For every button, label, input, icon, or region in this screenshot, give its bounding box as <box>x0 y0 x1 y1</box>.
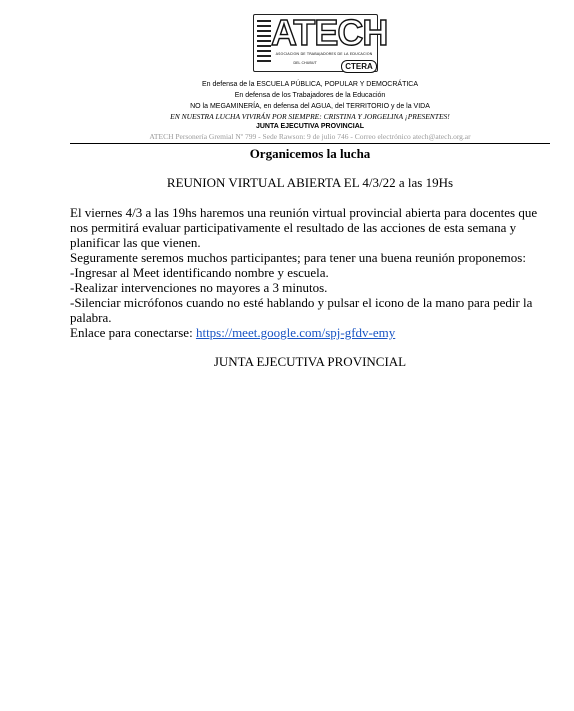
list-item: -Ingresar al Meet identificando nombre y escuela. <box>70 265 329 280</box>
header-line-1: En defensa de la ESCUELA PÚBLICA, POPULAR Y DEMOCRÁTICA <box>201 81 419 88</box>
header-line-3: NO la MEGAMINERÍA, en defensa del AGUA, del TERRITORIO y de la VIDA <box>190 103 430 110</box>
list-item: -Realizar intervenciones no mayores a 3 minutos. <box>70 280 328 295</box>
meet-link-line <box>70 325 550 340</box>
header-contact-info: ATECH Personería Gremial Nº 799 - Sede Rawson: 9 de julio 746 - Correo electrónico atech@atech.org.ar <box>149 132 471 141</box>
logo-wordmark: ATECH <box>271 12 388 53</box>
atech-logo <box>253 12 388 72</box>
logo-subtitle-2: DEL CHUBUT <box>293 61 317 65</box>
header-junta: JUNTA EJECUTIVA PROVINCIAL <box>255 123 365 130</box>
list-item: -Silenciar micrófonos cuando no esté hablando y pulsar el icono de la mano para pedir la palabra. <box>70 295 533 325</box>
meet-link[interactable]: https://meet.google.com/spj-gfdv-emy <box>195 325 396 340</box>
document-body <box>70 205 550 340</box>
document-subtitle: REUNION VIRTUAL ABIERTA EL 4/3/22 a las 19Hs <box>166 175 454 190</box>
header-line-2: En defensa de los Trabajadores de la Educación <box>234 92 386 99</box>
logo-subtitle: ASOCIACION DE TRABAJADORES DE LA EDUCACION <box>275 52 373 56</box>
ctera-badge: CTERA <box>341 60 377 73</box>
document-title: Organicemos la lucha <box>249 146 371 161</box>
header-divider <box>70 143 550 144</box>
paragraph-proposal: Seguramente seremos muchos participantes; para tener una buena reunión proponemos: <box>70 250 526 265</box>
signature: JUNTA EJECUTIVA PROVINCIAL <box>213 354 407 369</box>
paragraph-intro: El viernes 4/3 a las 19hs haremos una reunión virtual provincial abierta para docentes que nos permitirá evaluar participativamente el resultado de las acciones de esta semana y planificar las que vienen. <box>70 205 538 250</box>
logo-stripes <box>257 20 271 62</box>
header-motto: EN NUESTRA LUCHA VIVIRÁN POR SIEMPRE: CRISTINA Y JORGELINA ¡PRESENTES! <box>170 112 450 121</box>
meet-link-label: Enlace para conectarse: <box>70 325 196 340</box>
